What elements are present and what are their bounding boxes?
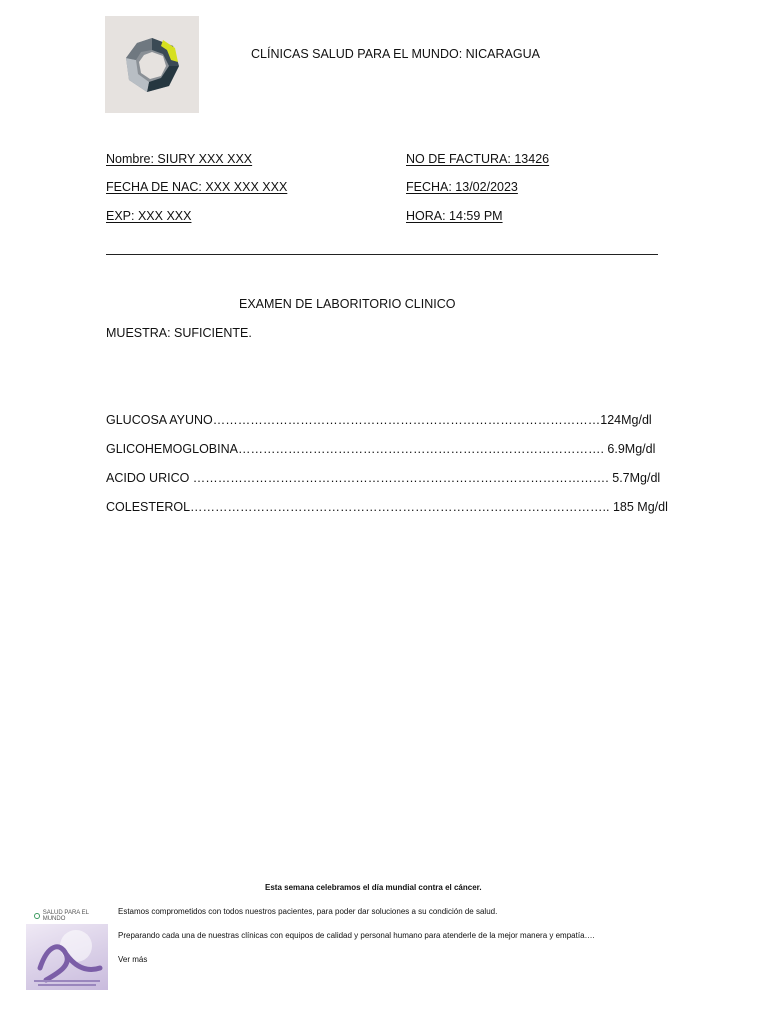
result-hba1c: GLICOHEMOGLOBINA……………………………………………………………………………. 6.9Mg/dl bbox=[106, 442, 656, 456]
see-more-link[interactable]: Ver más bbox=[118, 955, 148, 964]
result-uric-acid: ACIDO URICO ………………………………………………………………………………………. 5.7Mg/dl bbox=[106, 471, 661, 485]
promo-thumbnail[interactable] bbox=[26, 908, 108, 990]
brand-logo-icon bbox=[34, 913, 40, 919]
brand-label bbox=[34, 910, 108, 922]
clinic-title: CLÍNICAS SALUD PARA EL MUNDO: NICARAGUA bbox=[251, 47, 540, 61]
exam-time: HORA: 14:59 PM bbox=[406, 209, 503, 223]
patient-birth-date: FECHA DE NAC: XXX XXX XXX bbox=[106, 180, 288, 194]
promo-heading: Esta semana celebramos el día mundial contra el cáncer. bbox=[265, 883, 482, 892]
brand-name: SALUD PARA EL MUNDO bbox=[42, 910, 89, 922]
exam-title: EXAMEN DE LABORITORIO CLINICO bbox=[239, 297, 456, 311]
patient-name: Nombre: SIURY XXX XXX bbox=[106, 152, 253, 166]
clinic-logo-icon bbox=[123, 36, 181, 94]
cancer-ribbon-icon bbox=[26, 924, 108, 990]
exam-date: FECHA: 13/02/2023 bbox=[406, 180, 518, 194]
result-cholesterol: COLESTEROL……………………………………………………………………………………….. 185 Mg/dl bbox=[106, 500, 668, 514]
separator-line bbox=[106, 254, 658, 255]
promo-line-2: Preparando cada una de nuestras clínicas con equipos de calidad y personal humano para atenderle de la mejor manera y empatía…. bbox=[118, 931, 595, 940]
invoice-number: NO DE FACTURA: 13426 bbox=[406, 152, 550, 166]
promo-line-1: Estamos comprometidos con todos nuestros pacientes, para poder dar soluciones a su condición de salud. bbox=[118, 907, 498, 916]
patient-record: EXP: XXX XXX bbox=[106, 209, 192, 223]
clinic-logo bbox=[105, 16, 199, 113]
result-glucose: GLUCOSA AYUNO…………………………………………………………………………………124Mg/dl bbox=[106, 413, 652, 427]
awareness-image bbox=[26, 924, 108, 990]
sample-status: MUESTRA: SUFICIENTE. bbox=[106, 326, 252, 340]
